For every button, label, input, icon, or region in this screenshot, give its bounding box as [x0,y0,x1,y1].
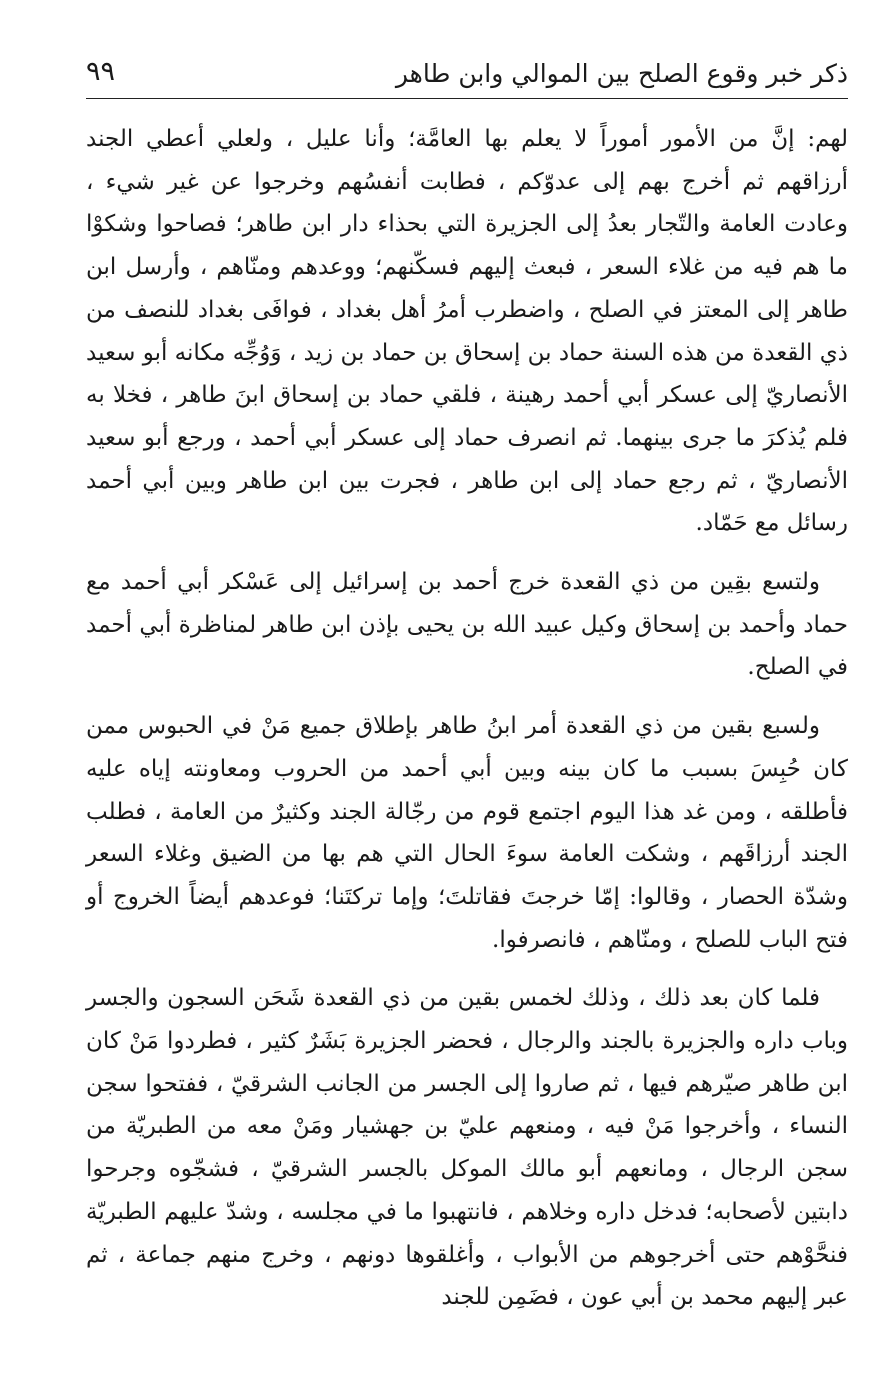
page-header [86,52,848,100]
paragraph-1: لهم: إنَّ من الأمور أموراً لا يعلم بها العامَّة؛ وأنا عليل ، ولعلي أعطي الجند أرزاقهم ثم أخرج بهم إلى عدوّكم ، فطابت أنفسُهم وخرجوا عن غير شيء ، وعادت العامة والتّجار بعدُ إلى الجزيرة التي بحذاء دار ابن طاهر؛ فصاحوا وشكوْا ما هم فيه من غلاء السعر ، فبعث إليهم فسكّنهم؛ ووعدهم ومنّاهم ، وأرسل ابن طاهر إلى المعتز في الصلح ، واضطرب أمرُ أهل بغداد ، فوافَى بغداد للنصف من ذي القعدة من هذه السنة حماد بن إسحاق بن حماد بن زيد ، وَوُجِّه مكانه أبو سعيد الأنصاريّ إلى عسكر أبي أحمد رهينة ، فلقي حماد بن إسحاق ابنَ طاهر ، فخلا به فلم يُذكرَ ما جرى بينهما. ثم انصرف حماد إلى عسكر أبي أحمد ، ورجع أبو سعيد الأنصاريّ ، ثم رجع حماد إلى ابن طاهر ، فجرت بين ابن طاهر وبين أبي أحمد رسائل مع حَمّاد. [86,126,848,537]
paragraph-2: ولتسع بقِين من ذي القعدة خرج أحمد بن إسرائيل إلى عَسْكر أبي أحمد مع حماد وأحمد بن إسحاق وكيل عبيد الله بن يحيى بإذن ابن طاهر لمناظرة أبي أحمد في الصلح. [86,569,848,681]
body-text [86,118,848,1319]
paragraph-3: ولسبع بقين من ذي القعدة أمر ابنُ طاهر بإطلاق جميع مَنْ في الحبوس ممن كان حُبِسَ بسبب ما كان بينه وبين أبي أحمد من الحروب ومعاونته إياه عليه فأطلقه ، ومن غد هذا اليوم اجتمع قوم من رجّالة الجند وكثيرٌ من العامة ، فطلب الجند أرزاقَهم ، وشكت العامة سوءَ الحال التي هم بها من الضيق وغلاء السعر وشدّة الحصار ، وقالوا: إمّا خرجتَ فقاتلتَ؛ وإما تركتَنا؛ فوعدهم أيضاً الخروج أو فتح الباب للصلح ، ومنّاهم ، فانصرفوا. [86,713,848,953]
page-number: ٩٩ [86,56,116,87]
paragraph-4: فلما كان بعد ذلك ، وذلك لخمس بقين من ذي القعدة شَحَن السجون والجسر وباب داره والجزيرة بالجند والرجال ، فحضر الجزيرة بَشَرٌ كثير ، فطردوا مَنْ كان ابن طاهر صيّرهم فيها ، ثم صاروا إلى الجسر من الجانب الشرقيّ ، ففتحوا سجن النساء ، وأخرجوا مَنْ فيه ، ومنعهم عليّ بن جهشيار ومَنْ معه من الطبريّة من سجن الرجال ، ومانعهم أبو مالك الموكل بالجسر الشرقيّ ، فشجّوه وجرحوا دابتين لأصحابه؛ فدخل داره وخلاهم ، فانتهبوا ما في مجلسه ، وشدّ عليهم الطبريّة فنحَّوْهم حتى أخرجوهم من الأبواب ، وأغلقوها دونهم ، وخرج منهم جماعة ، ثم عبر إليهم محمد بن أبي عون ، فضَمِن للجند [86,985,848,1311]
header-rule [86,98,848,99]
running-title: ذكر خبر وقوع الصلح بين الموالي وابن طاهر [395,59,848,88]
